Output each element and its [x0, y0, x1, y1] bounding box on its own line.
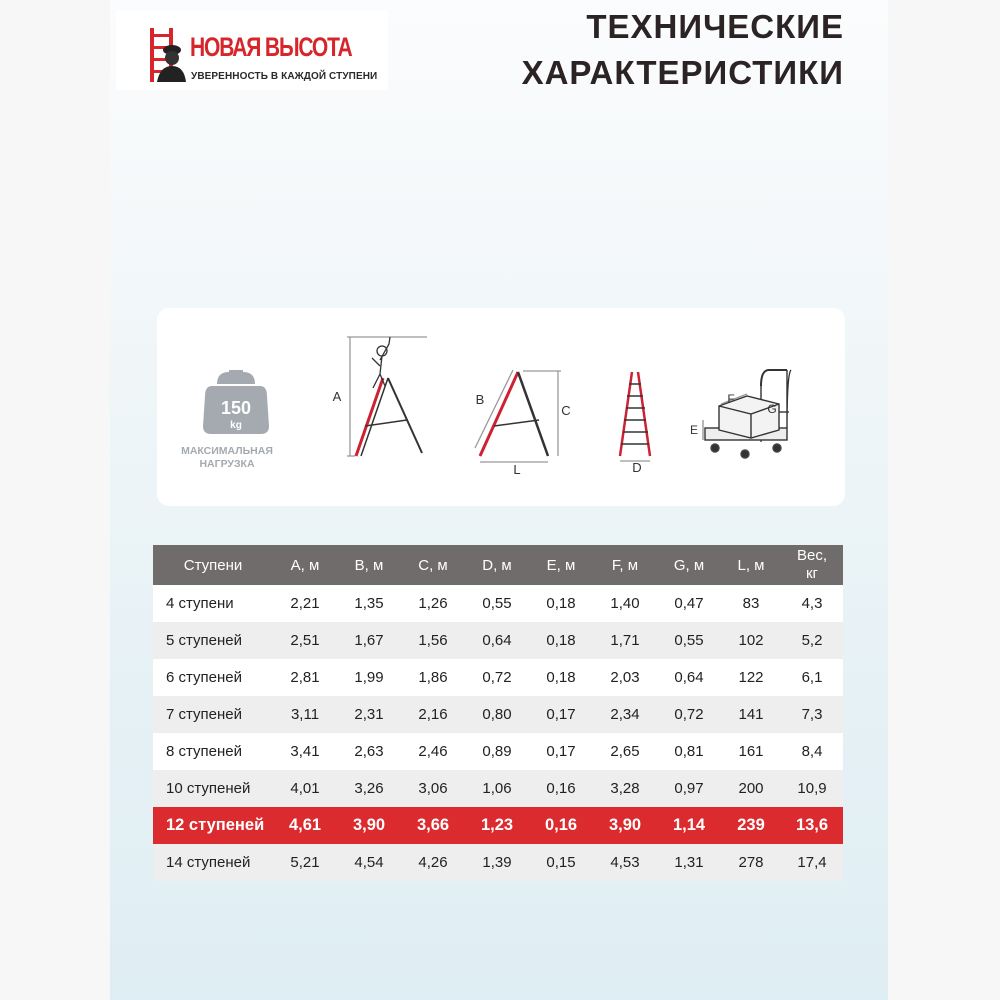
- table-cell: 1,86: [401, 659, 465, 696]
- table-cell: 0,18: [529, 622, 593, 659]
- table-cell: 10,9: [781, 770, 843, 807]
- load-label-1: МАКСИМАЛЬНАЯ: [181, 445, 273, 457]
- table-cell: 0,89: [465, 733, 529, 770]
- table-row: [153, 585, 843, 622]
- table-header-row: [153, 545, 843, 585]
- load-value: 150: [220, 398, 252, 418]
- table-cell-steps: 12 ступеней: [153, 807, 273, 844]
- table-cell: 200: [721, 770, 781, 807]
- ladder-height-diagram: [347, 337, 427, 456]
- dim-label-d: D: [632, 460, 642, 475]
- table-cell: 3,06: [401, 770, 465, 807]
- dim-label-f: F: [727, 392, 735, 406]
- table-body: [153, 585, 843, 881]
- table-cell: 1,99: [337, 659, 401, 696]
- table-cell: 3,28: [593, 770, 657, 807]
- table-cell: 0,80: [465, 696, 529, 733]
- table-cell: 1,06: [465, 770, 529, 807]
- table-cell: 3,90: [337, 807, 401, 844]
- column-header: B, м: [337, 545, 401, 585]
- dim-label-b: B: [475, 392, 485, 407]
- table-cell: 3,26: [337, 770, 401, 807]
- table-cell-steps: 4 ступени: [153, 585, 273, 622]
- column-header-weight-line1: Вес,: [796, 547, 827, 564]
- table-cell: 0,16: [529, 807, 593, 844]
- table-row: [153, 844, 843, 881]
- table-cell: 1,56: [401, 622, 465, 659]
- table-cell-steps: 6 ступеней: [153, 659, 273, 696]
- table-row: [153, 807, 843, 844]
- column-header: G, м: [657, 545, 721, 585]
- ladder-side-diagram: [475, 370, 561, 462]
- table-row: [153, 622, 843, 659]
- table-cell-steps: 7 ступеней: [153, 696, 273, 733]
- table-cell-steps: 8 ступеней: [153, 733, 273, 770]
- table-cell: 0,47: [657, 585, 721, 622]
- table-cell: 1,67: [337, 622, 401, 659]
- load-unit: kg: [230, 420, 242, 431]
- table-cell: 3,41: [273, 733, 337, 770]
- table-cell: 5,21: [273, 844, 337, 881]
- table-cell: 4,54: [337, 844, 401, 881]
- table-cell: 2,21: [273, 585, 337, 622]
- table-cell: 0,97: [657, 770, 721, 807]
- table-cell: 6,1: [781, 659, 843, 696]
- column-header: Ступени: [153, 545, 273, 585]
- table-cell: 141: [721, 696, 781, 733]
- table-cell: 2,16: [401, 696, 465, 733]
- table-cell: 13,6: [781, 807, 843, 844]
- specs-table: [153, 545, 843, 881]
- dim-label-c: C: [561, 403, 571, 418]
- table-cell: 102: [721, 622, 781, 659]
- table-cell: 0,72: [657, 696, 721, 733]
- table-cell: 83: [721, 585, 781, 622]
- table-cell: 0,81: [657, 733, 721, 770]
- table-cell: 0,17: [529, 696, 593, 733]
- table-cell: 1,23: [465, 807, 529, 844]
- dim-label-l: L: [513, 462, 521, 477]
- table-cell: 8,4: [781, 733, 843, 770]
- table-cell: 17,4: [781, 844, 843, 881]
- table-cell: 5,2: [781, 622, 843, 659]
- cart-diagram: [703, 370, 791, 458]
- table-cell: 1,31: [657, 844, 721, 881]
- table-cell-steps: 5 ступеней: [153, 622, 273, 659]
- table-cell: 2,65: [593, 733, 657, 770]
- ladder-front-diagram: [620, 372, 650, 461]
- table-cell: 3,90: [593, 807, 657, 844]
- table-cell: 2,63: [337, 733, 401, 770]
- table-cell: 0,18: [529, 585, 593, 622]
- brand-name: НОВАЯ ВЫСОТА: [190, 32, 352, 62]
- table-cell: 2,34: [593, 696, 657, 733]
- table-row: [153, 659, 843, 696]
- table-cell: 122: [721, 659, 781, 696]
- column-header-weight-line2: кг: [805, 565, 819, 582]
- brand-tagline: УВЕРЕННОСТЬ В КАЖДОЙ СТУПЕНИ: [191, 71, 378, 82]
- column-header-weight: [781, 545, 843, 585]
- column-header: C, м: [401, 545, 465, 585]
- table-cell: 2,31: [337, 696, 401, 733]
- page-title-line1: ТЕХНИЧЕСКИЕ: [586, 8, 844, 45]
- specs-diagram-card: [157, 308, 845, 506]
- table-cell: 0,17: [529, 733, 593, 770]
- dim-label-e: E: [689, 423, 699, 437]
- table-cell: 278: [721, 844, 781, 881]
- specs-diagram: [157, 308, 845, 506]
- table-cell: 1,71: [593, 622, 657, 659]
- table-cell: 1,14: [657, 807, 721, 844]
- table-cell: 0,55: [465, 585, 529, 622]
- table-cell: 0,64: [465, 622, 529, 659]
- column-header: E, м: [529, 545, 593, 585]
- table-cell: 4,26: [401, 844, 465, 881]
- table-cell: 3,66: [401, 807, 465, 844]
- table-cell: 1,26: [401, 585, 465, 622]
- table-cell: 3,11: [273, 696, 337, 733]
- table-cell: 2,03: [593, 659, 657, 696]
- table-cell: 7,3: [781, 696, 843, 733]
- table-cell: 0,72: [465, 659, 529, 696]
- load-label-2: НАГРУЗКА: [199, 458, 255, 470]
- table-cell: 2,81: [273, 659, 337, 696]
- column-header: F, м: [593, 545, 657, 585]
- column-header: D, м: [465, 545, 529, 585]
- table-cell: 161: [721, 733, 781, 770]
- table-cell: 2,51: [273, 622, 337, 659]
- table-cell: 0,16: [529, 770, 593, 807]
- page-title-line2: ХАРАКТЕРИСТИКИ: [521, 54, 844, 91]
- dim-label-g: G: [767, 402, 777, 416]
- table-cell: 4,3: [781, 585, 843, 622]
- table-cell: 4,53: [593, 844, 657, 881]
- page-title: [522, 4, 844, 96]
- table-cell: 0,18: [529, 659, 593, 696]
- table-row: [153, 733, 843, 770]
- table-row: [153, 696, 843, 733]
- table-cell: 2,46: [401, 733, 465, 770]
- table-cell: 0,55: [657, 622, 721, 659]
- table-cell: 1,39: [465, 844, 529, 881]
- column-header: A, м: [273, 545, 337, 585]
- table-row: [153, 770, 843, 807]
- table-cell: 0,64: [657, 659, 721, 696]
- table-cell: 1,35: [337, 585, 401, 622]
- table-cell: 239: [721, 807, 781, 844]
- table-cell: 4,61: [273, 807, 337, 844]
- table-cell-steps: 10 ступеней: [153, 770, 273, 807]
- column-header: L, м: [721, 545, 781, 585]
- table-cell: 1,40: [593, 585, 657, 622]
- table-cell: 0,15: [529, 844, 593, 881]
- dim-label-a: A: [332, 389, 342, 404]
- table-cell: 4,01: [273, 770, 337, 807]
- table-cell-steps: 14 ступеней: [153, 844, 273, 881]
- brand-logo: [116, 10, 388, 90]
